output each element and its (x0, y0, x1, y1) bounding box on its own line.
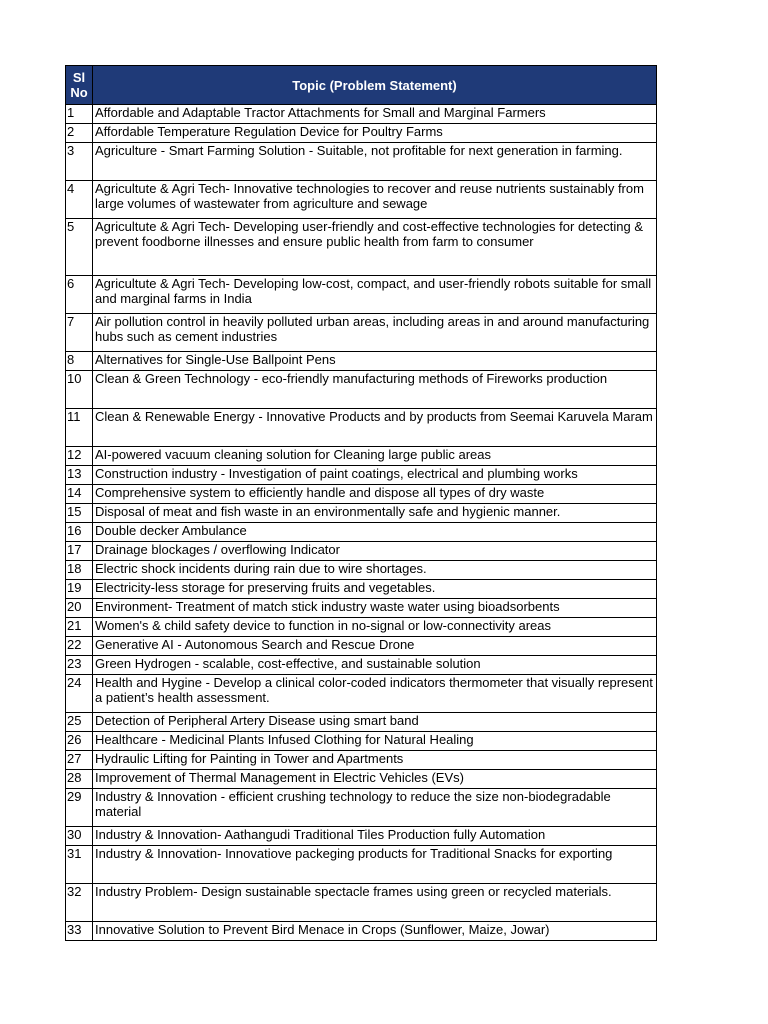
row-number: 21 (66, 618, 93, 637)
row-topic: Electricity-less storage for preserving fruits and vegetables. (93, 580, 657, 599)
row-topic: AI-powered vacuum cleaning solution for Cleaning large public areas (93, 447, 657, 466)
table-row (66, 143, 657, 181)
row-topic: Industry & Innovation- Innovatiove packeging products for Traditional Snacks for exporting (93, 846, 657, 884)
table-row (66, 409, 657, 447)
row-number: 4 (66, 181, 93, 219)
row-number: 7 (66, 314, 93, 352)
row-topic: Green Hydrogen - scalable, cost-effective, and sustainable solution (93, 656, 657, 675)
row-topic: Clean & Renewable Energy - Innovative Products and by products from Seemai Karuvela Maram (93, 409, 657, 447)
row-topic: Comprehensive system to efficiently handle and dispose all types of dry waste (93, 485, 657, 504)
row-topic: Women's & child safety device to function in no-signal or low-connectivity areas (93, 618, 657, 637)
table-row (66, 371, 657, 409)
table-header-row (66, 66, 657, 105)
row-number: 30 (66, 827, 93, 846)
table-row (66, 580, 657, 599)
table-row (66, 827, 657, 846)
table-row (66, 618, 657, 637)
table-row (66, 485, 657, 504)
row-number: 18 (66, 561, 93, 580)
table-row (66, 352, 657, 371)
row-number: 23 (66, 656, 93, 675)
table-row (66, 105, 657, 124)
problem-statements-table (65, 65, 657, 941)
row-topic: Agricultute & Agri Tech- Developing low-cost, compact, and user-friendly robots suitable for small and marginal farms in India (93, 276, 657, 314)
table-row (66, 846, 657, 884)
row-topic: Construction industry - Investigation of paint coatings, electrical and plumbing works (93, 466, 657, 485)
row-topic: Drainage blockages / overflowing Indicator (93, 542, 657, 561)
row-topic: Disposal of meat and fish waste in an environmentally safe and hygienic manner. (93, 504, 657, 523)
row-topic: Industry Problem- Design sustainable spectacle frames using green or recycled materials. (93, 884, 657, 922)
row-topic: Hydraulic Lifting for Painting in Tower and Apartments (93, 751, 657, 770)
row-number: 12 (66, 447, 93, 466)
row-topic: Healthcare - Medicinal Plants Infused Clothing for Natural Healing (93, 732, 657, 751)
row-topic: Agricultute & Agri Tech- Innovative technologies to recover and reuse nutrients sustainably from large volumes of wastewater from agriculture and sewage (93, 181, 657, 219)
row-number: 27 (66, 751, 93, 770)
row-number: 13 (66, 466, 93, 485)
table-row (66, 124, 657, 143)
row-topic: Air pollution control in heavily polluted urban areas, including areas in and around manufacturing hubs such as cement industries (93, 314, 657, 352)
row-number: 26 (66, 732, 93, 751)
row-number: 10 (66, 371, 93, 409)
row-number: 31 (66, 846, 93, 884)
row-topic: Industry & Innovation- Aathangudi Traditional Tiles Production fully Automation (93, 827, 657, 846)
row-number: 22 (66, 637, 93, 656)
row-number: 29 (66, 789, 93, 827)
row-number: 33 (66, 922, 93, 941)
table-row (66, 314, 657, 352)
table-row (66, 732, 657, 751)
table-row (66, 447, 657, 466)
table-row (66, 466, 657, 485)
table-row (66, 542, 657, 561)
table-row (66, 599, 657, 618)
row-number: 24 (66, 675, 93, 713)
row-number: 11 (66, 409, 93, 447)
row-topic: Affordable and Adaptable Tractor Attachments for Small and Marginal Farmers (93, 105, 657, 124)
column-header-sl-no: Sl No (66, 66, 93, 105)
row-topic: Health and Hygine - Develop a clinical color-coded indicators thermometer that visually represent a patient’s health assessment. (93, 675, 657, 713)
table-row (66, 789, 657, 827)
row-number: 5 (66, 219, 93, 276)
row-number: 2 (66, 124, 93, 143)
row-topic: Alternatives for Single-Use Ballpoint Pens (93, 352, 657, 371)
row-topic: Generative AI - Autonomous Search and Rescue Drone (93, 637, 657, 656)
table-row (66, 751, 657, 770)
row-topic: Affordable Temperature Regulation Device for Poultry Farms (93, 124, 657, 143)
row-topic: Agricultute & Agri Tech- Developing user-friendly and cost-effective technologies for detecting & prevent foodborne illnesses and ensure public health from farm to consumer (93, 219, 657, 276)
table-row (66, 219, 657, 276)
table-row (66, 561, 657, 580)
row-topic: Detection of Peripheral Artery Disease using smart band (93, 713, 657, 732)
table-row (66, 637, 657, 656)
table-row (66, 504, 657, 523)
row-number: 16 (66, 523, 93, 542)
row-topic: Electric shock incidents during rain due to wire shortages. (93, 561, 657, 580)
row-number: 1 (66, 105, 93, 124)
column-header-topic: Topic (Problem Statement) (93, 66, 657, 105)
table-row (66, 713, 657, 732)
row-number: 28 (66, 770, 93, 789)
row-number: 17 (66, 542, 93, 561)
row-number: 14 (66, 485, 93, 504)
row-number: 19 (66, 580, 93, 599)
row-topic: Improvement of Thermal Management in Electric Vehicles (EVs) (93, 770, 657, 789)
row-topic: Innovative Solution to Prevent Bird Menace in Crops (Sunflower, Maize, Jowar) (93, 922, 657, 941)
table-row (66, 181, 657, 219)
row-number: 8 (66, 352, 93, 371)
row-number: 15 (66, 504, 93, 523)
row-topic: Environment- Treatment of match stick industry waste water using bioadsorbents (93, 599, 657, 618)
table-row (66, 276, 657, 314)
table-row (66, 656, 657, 675)
row-topic: Industry & Innovation - efficient crushing technology to reduce the size non-biodegradable material (93, 789, 657, 827)
row-number: 6 (66, 276, 93, 314)
table-row (66, 523, 657, 542)
row-number: 32 (66, 884, 93, 922)
table-row (66, 922, 657, 941)
row-number: 25 (66, 713, 93, 732)
row-topic: Clean & Green Technology - eco-friendly manufacturing methods of Fireworks production (93, 371, 657, 409)
row-topic: Double decker Ambulance (93, 523, 657, 542)
table-row (66, 675, 657, 713)
row-topic: Agriculture - Smart Farming Solution - Suitable, not profitable for next generation in farming. (93, 143, 657, 181)
table-row (66, 770, 657, 789)
row-number: 3 (66, 143, 93, 181)
table-row (66, 884, 657, 922)
row-number: 20 (66, 599, 93, 618)
